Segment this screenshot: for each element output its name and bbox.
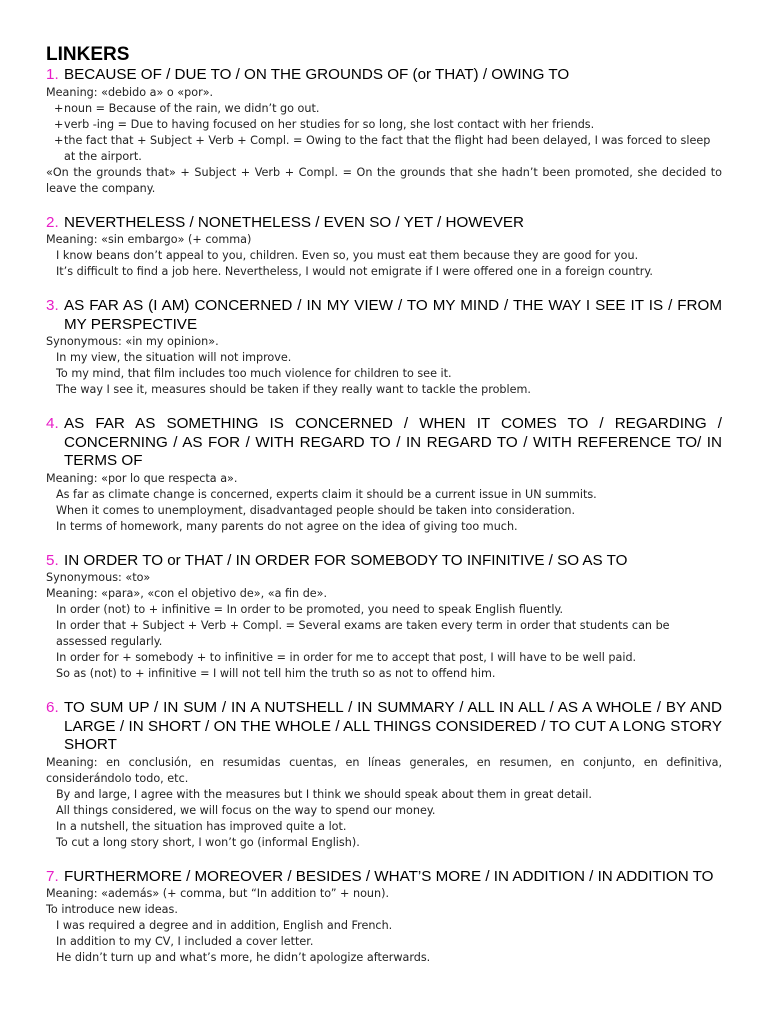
section-body	[46, 85, 722, 197]
section-body	[46, 755, 722, 851]
section-title: NEVERTHELESS / NONETHELESS / EVEN SO / YET / HOWEVER	[64, 213, 524, 231]
example-line: As far as climate change is concerned, experts claim it should be a current issue in UN summits.	[56, 487, 597, 501]
section-body	[46, 334, 722, 398]
example-line: It’s difficult to find a job here. Nevertheless, I would not emigrate if I were offered one in a foreign country.	[56, 265, 653, 278]
section-4	[46, 415, 722, 535]
example-line: To my mind, that film includes too much violence for children to see it.	[56, 367, 452, 380]
example-line: I was required a degree and in addition, English and French.	[56, 919, 393, 932]
section-title: TO SUM UP / IN SUM / IN A NUTSHELL / IN SUMMARY / ALL IN ALL / AS A WHOLE / BY AND LARGE / IN SHORT / ON THE WHOLE / ALL THINGS CONSIDERED / TO CUT A LONG STORY SHORT	[64, 699, 722, 753]
meaning-line: Meaning: «sin embargo» (+ comma)	[46, 233, 252, 246]
meaning-line: Meaning: en conclusión, en resumidas cuentas, en líneas generales, en resumen, en conjunto, en definitiva, considerándolo todo, etc.	[46, 755, 722, 785]
section-1	[46, 66, 722, 197]
section-3	[46, 297, 722, 398]
section-heading	[46, 699, 722, 755]
section-5	[46, 552, 722, 683]
example-line: In addition to my CV, I included a cover letter.	[56, 935, 314, 948]
section-heading	[46, 214, 722, 233]
bullet-item	[46, 101, 722, 117]
example-line: In my view, the situation will not improve.	[56, 351, 292, 364]
bullet-item	[46, 117, 722, 133]
section-number: 7.	[46, 867, 59, 885]
section-heading	[46, 66, 722, 85]
section-number: 1.	[46, 66, 59, 83]
bullet-text: the fact that + Subject + Verb + Compl. = Owing to the fact that the flight had been delayed, I was forced to sleep at the airport.	[64, 133, 711, 163]
section-title: BECAUSE OF / DUE TO / ON THE GROUNDS OF (or THAT) / OWING TO	[64, 66, 570, 83]
example-line: In order for + somebody + to infinitive = in order for me to accept that post, I will have to be well paid.	[56, 651, 637, 664]
example-line: I know beans don’t appeal to you, children. Even so, you must eat them because they are good for you.	[56, 249, 639, 262]
plus-icon: +	[54, 117, 64, 131]
bullet-text: noun = Because of the rain, we didn’t go out.	[64, 101, 320, 115]
section-heading	[46, 415, 722, 471]
section-number: 6.	[46, 699, 59, 716]
synonym-line: Synonymous: «to»	[46, 571, 151, 584]
section-7	[46, 868, 722, 967]
section-body	[46, 471, 722, 535]
example-line: So as (not) to + infinitive = I will not tell him the truth so as not to offend him.	[56, 667, 496, 680]
section-title: AS FAR AS (I AM) CONCERNED / IN MY VIEW / TO MY MIND / THE WAY I SEE IT IS / FROM MY PERSPECTIVE	[64, 297, 722, 333]
meaning-line: Meaning: «debido a» o «por».	[46, 85, 214, 99]
section-heading	[46, 868, 722, 887]
section-title: FURTHERMORE / MOREOVER / BESIDES / WHAT’S MORE / IN ADDITION / IN ADDITION TO	[64, 867, 714, 885]
example-line: All things considered, we will focus on the way to spend our money.	[56, 803, 436, 817]
meaning-line: Meaning: «para», «con el objetivo de», «a fin de».	[46, 587, 328, 600]
section-2	[46, 214, 722, 281]
example-line: In order that + Subject + Verb + Compl. = Several exams are taken every term in order that students can be assessed regularly.	[56, 619, 670, 648]
example-line: To cut a long story short, I won’t go (informal English).	[56, 835, 360, 849]
bullet-text: verb -ing = Due to having focused on her studies for so long, she lost contact with her friends.	[64, 117, 595, 131]
purpose-line: To introduce new ideas.	[46, 903, 178, 916]
example-line: In a nutshell, the situation has improved quite a lot.	[56, 819, 347, 833]
example-line: The way I see it, measures should be taken if they really want to tackle the problem.	[56, 383, 531, 396]
section-heading	[46, 552, 722, 571]
plus-icon: +	[54, 133, 64, 147]
section-6	[46, 699, 722, 851]
bullet-item	[46, 133, 722, 165]
section-title: IN ORDER TO or THAT / IN ORDER FOR SOMEBODY TO INFINITIVE / SO AS TO	[64, 551, 628, 569]
document-title: LINKERS	[46, 44, 130, 65]
example-line: By and large, I agree with the measures but I think we should speak about them in great detail.	[56, 787, 592, 801]
example-line: In order (not) to + infinitive = In order to be promoted, you need to speak English fluently.	[56, 603, 564, 616]
section-number: 2.	[46, 213, 59, 231]
section-body	[46, 886, 722, 966]
example-line: When it comes to unemployment, disadvantaged people should be taken into consideration.	[56, 503, 576, 517]
meaning-line: Meaning: «por lo que respecta a».	[46, 471, 238, 485]
section-title: AS FAR AS SOMETHING IS CONCERNED / WHEN IT COMES TO / REGARDING / CONCERNING / AS FOR / WITH REGARD TO / IN REGARD TO / WITH REFERENCE TO/ IN TERMS OF	[64, 415, 722, 469]
example-line: He didn’t turn up and what’s more, he didn’t apologize afterwards.	[56, 951, 431, 964]
section-body	[46, 232, 722, 280]
meaning-line: Synonymous: «in my opinion».	[46, 335, 219, 348]
section-number: 5.	[46, 551, 59, 569]
note-line: «On the grounds that» + Subject + Verb + Compl. = On the grounds that she hadn’t been promoted, she decided to leave the company.	[46, 165, 722, 195]
section-heading	[46, 297, 722, 334]
section-body	[46, 570, 722, 682]
document-page	[46, 44, 722, 966]
section-number: 3.	[46, 297, 59, 314]
plus-icon: +	[54, 101, 64, 115]
section-number: 4.	[46, 415, 59, 432]
meaning-line: Meaning: «además» (+ comma, but “In addition to” + noun).	[46, 887, 390, 900]
example-line: In terms of homework, many parents do not agree on the idea of giving too much.	[56, 519, 518, 533]
